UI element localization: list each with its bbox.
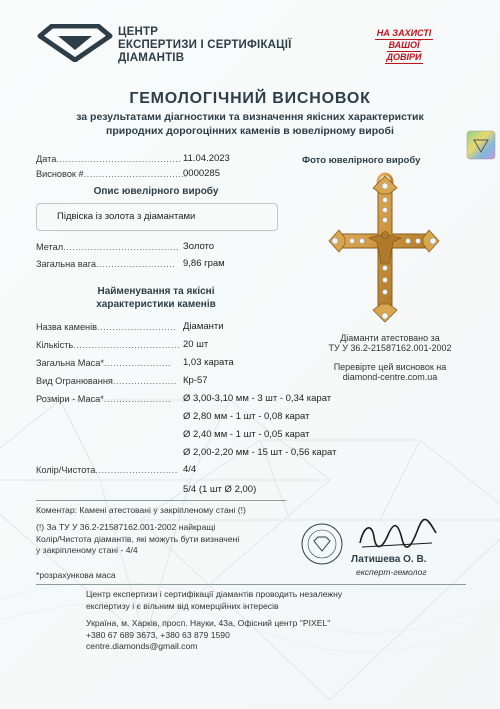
- sizes-row: Розміри - Маса*......................: [36, 394, 172, 404]
- stones-title: Найменування та якісні характеристики каменів: [96, 286, 216, 310]
- footer: Центр експертизи і сертифікації діамантів проводить незалежну експертизу і є вільним від комерційних інтересів Україна, м. Харків, просп. Науки, 43а, Офісний центр "PIXEL" +380 67 689 3673, +380 63 879 1590 centre.diamonds@gmail.com: [86, 589, 343, 651]
- number-row: Висновок #..................................: [36, 169, 188, 179]
- mass-value: 1,03 карата: [183, 357, 234, 368]
- stone-name-value: Діаманти: [183, 321, 224, 332]
- description-title: Опис ювелірного виробу: [93, 186, 219, 197]
- expert-name: Латишева О. В.: [351, 554, 427, 565]
- cut-value: Кр-57: [183, 375, 208, 386]
- comment: Коментар: Камені атестовані у закріпленому стані (!): [36, 505, 246, 515]
- pendant-photo: [323, 172, 441, 324]
- cut-row: Вид Огранювання.....................: [36, 376, 177, 386]
- metal-value: Золото: [183, 241, 215, 252]
- weight-value: 9,86 грам: [183, 258, 225, 269]
- document-subtitle: за результатами діагностики та визначення якісних характеристик природних дорогоцінних каменів в ювелірному виробі: [76, 111, 424, 137]
- color-row: Колір/Чистота...........................: [36, 465, 178, 475]
- color-value: 5/4 (1 шт Ø 2,00): [183, 484, 257, 495]
- date-value: 11.04.2023: [183, 153, 230, 164]
- divider: [36, 500, 286, 501]
- size-line: Ø 2,00-2,20 мм - 15 шт - 0,56 карат: [183, 447, 337, 458]
- signature: [352, 515, 442, 555]
- photo-caption: Фото ювелірного виробу: [302, 155, 421, 166]
- seal-icon: [300, 522, 344, 566]
- metal-row: Метал......................................: [36, 242, 180, 252]
- diamond-logo-icon: [36, 24, 114, 62]
- document-title: ГЕМОЛОГІЧНИЙ ВИСНОВОК: [129, 90, 371, 107]
- note: (!) За ТУ У 36.2-21587162.001-2002 найкращі Колір/Чистота діамантів, які можуть бути визначені у закріпленому стані - 4/4: [36, 522, 240, 555]
- email-link[interactable]: centre.diamonds@gmail.com: [86, 641, 198, 651]
- footnote: *розрахункова маса: [36, 570, 116, 580]
- stone-name-row: Назва каменів..........................: [36, 322, 177, 332]
- count-row: Кількість...................................: [36, 340, 181, 350]
- verify-note: Перевірте цей висновок на diamond-centre.com.ua: [300, 362, 480, 382]
- size-line: Ø 2,40 мм - 1 шт - 0,05 карат: [183, 429, 310, 440]
- description-box: [36, 203, 278, 231]
- size-line: Ø 2,80 мм - 1 шт - 0,08 карат: [183, 411, 310, 422]
- size-line: Ø 3,00-3,10 мм - 3 шт - 0,34 карат: [183, 393, 332, 404]
- mass-row: Загальна Маса*......................: [36, 358, 172, 368]
- color-value: 4/4: [183, 464, 197, 475]
- hologram-icon: [466, 130, 496, 160]
- verify-link[interactable]: diamond-centre.com.ua: [342, 372, 438, 382]
- weight-row: Загальна вага..........................: [36, 259, 176, 269]
- description-value: Підвіска із золота з діамантами: [57, 211, 196, 222]
- count-value: 20 шт: [183, 339, 209, 350]
- number-value: 0000285: [183, 168, 220, 179]
- expert-role: експерт-гемолог: [356, 567, 427, 577]
- date-row: Дата.........................................: [36, 154, 182, 164]
- org-name: ЦЕНТР ЕКСПЕРТИЗИ І СЕРТИФІКАЦІЇ ДІАМАНТІВ: [118, 26, 292, 64]
- footer-divider: [36, 584, 466, 585]
- slogan-stamp: НА ЗАХИСТІ ВАШОЇ ДОВІРИ: [376, 28, 432, 62]
- attestation-note: Діаманти атестовано за ТУ У 36.2-21587162.001-2002: [328, 333, 452, 353]
